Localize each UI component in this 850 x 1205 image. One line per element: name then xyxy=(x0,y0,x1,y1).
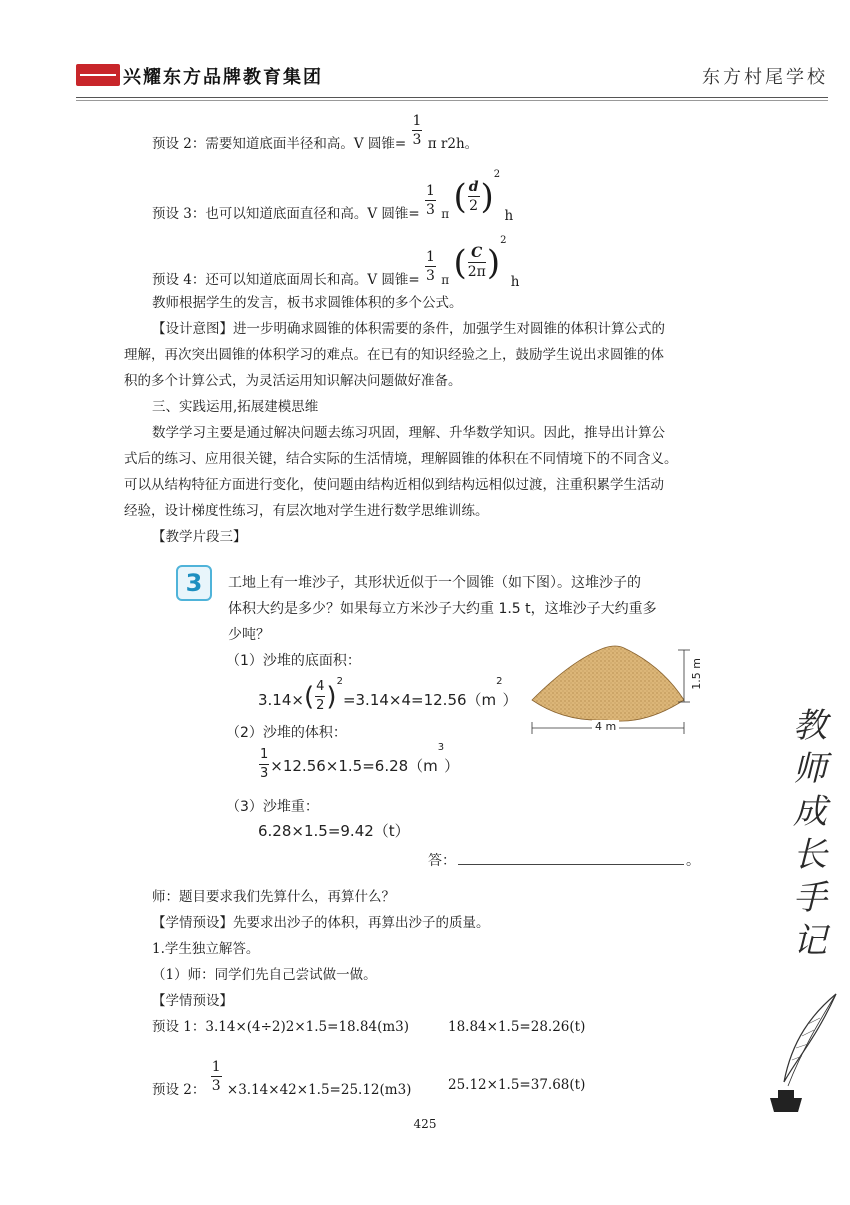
preset-3-line: 预设 3：也可以知道底面直径和高。V 圆锥= $\frac{1}{3}$ π ( $\frac{d}{2}$ )$^2$ h xyxy=(152,169,514,224)
side-char: 成 xyxy=(793,792,827,832)
fraction-one-third: $\frac{1}{3}$ xyxy=(211,1059,221,1094)
preset-2-line xyxy=(152,104,479,152)
school-name: 东方村尾学校 xyxy=(702,67,828,88)
fraction-one-third: $\frac{1}{3}$ xyxy=(426,183,435,218)
question-line-3: 少吨？ xyxy=(228,627,270,643)
preset-2-tail: π r2h。 xyxy=(427,136,479,152)
step-independent: 1.学生独立解答。 xyxy=(152,941,260,957)
side-char: 记 xyxy=(793,921,827,961)
side-char: 手 xyxy=(793,878,827,918)
preset-1-calc: 预设 1：3.14×(4÷2)2×1.5=18.84(m3) xyxy=(152,1019,410,1035)
paragraph-line-1: 数学学习主要是通过解决问题去练习巩固，理解、升华数学知识。因此，推导出计算公 xyxy=(152,425,665,441)
height-label: 1.5 m xyxy=(690,658,703,690)
design-intent-line-2: 理解，再次突出圆锥的体积学习的难点。在已有的知识经验之上，鼓励学生说出求圆锥的体 xyxy=(124,347,664,363)
step-3-label: （3）沙堆重： xyxy=(226,799,319,815)
answer-end: 。 xyxy=(686,853,700,869)
step-2-formula: $\frac{1}{3}$ $\times 12.56\times 1.5=6.28(m^3)$ xyxy=(260,742,460,781)
design-intent-line-3: 积的多个计算公式，为灵活运用知识解决问题做好准备。 xyxy=(124,373,462,389)
side-char: 师 xyxy=(793,749,827,789)
design-intent-line-1: 【设计意图】进一步明确求圆锥的体积需要的条件，加强学生对圆锥的体积计算公式的 xyxy=(152,321,665,337)
inkwell-icon xyxy=(770,1098,802,1112)
fraction-one-third: $\frac{1}{3}$ xyxy=(412,113,422,148)
brand-logo xyxy=(76,64,120,86)
paragraph-line-3: 可以从结构特征方面进行变化，使问题由结构近相似到结构远相似过渡，注重积累学生活动 xyxy=(124,477,664,493)
preset-3-text: 预设 3：也可以知道底面直径和高。V 圆锥= xyxy=(152,206,420,222)
paragraph-line-2: 式后的练习、应用很关键，结合实际的生活情境，理解圆锥的体积在不同情境下的不同含义。 xyxy=(124,451,678,467)
sand-cone-illustration xyxy=(524,640,724,750)
student-preset: 【学情预设】先要求出沙子的体积，再算出沙子的质量。 xyxy=(152,915,490,931)
page-number: 425 xyxy=(413,1117,437,1131)
segment-title: 【教学片段三】 xyxy=(152,529,247,545)
teacher-instruction: （1）师：同学们先自己尝试做一做。 xyxy=(152,967,377,983)
paragraph-line-4: 经验，设计梯度性练习，有层次地对学生进行数学思维训练。 xyxy=(124,503,489,519)
step-2-label: （2）沙堆的体积： xyxy=(226,725,347,741)
preset-2-text: 预设 2：需要知道底面半径和高。V 圆锥= xyxy=(152,136,407,152)
preset-2-result: 25.12×1.5=37.68(t) xyxy=(448,1077,586,1093)
question-line-2: 体积大约是多少？如果每立方米沙子大约重 1.5 t，这堆沙子大约重多 xyxy=(228,601,657,617)
preset-2-calc: 预设 2： $\frac{1}{3}$ ×3.14×42×1.5=25.12(m3) xyxy=(152,1059,412,1098)
fraction-d-over-2: $\frac{d}{2}$ xyxy=(468,179,479,214)
header-divider-secondary xyxy=(76,100,828,101)
student-preset-heading: 【学情预设】 xyxy=(152,993,233,1009)
fraction-one-third: $\frac{1}{3}$ xyxy=(426,249,435,284)
section-heading: 三、实践运用,拓展建模思维 xyxy=(152,399,319,415)
answer-label: 答： xyxy=(428,853,456,869)
header-divider xyxy=(76,97,828,98)
answer-blank xyxy=(458,864,684,865)
side-calligraphy xyxy=(788,705,832,963)
teacher-note: 教师根据学生的发言，板书求圆锥体积的多个公式。 xyxy=(152,295,463,311)
preset-4-text: 预设 4：还可以知道底面周长和高。V 圆锥= xyxy=(152,272,420,288)
question-line-1: 工地上有一堆沙子，其形状近似于一个圆锥（如下图）。这堆沙子的 xyxy=(228,575,641,591)
base-label: 4 m xyxy=(592,720,619,733)
side-char: 教 xyxy=(793,706,827,746)
step-3-formula: 6.28×1.5=9.42（t） xyxy=(258,822,410,840)
preset-4-line: 预设 4：还可以知道底面周长和高。V 圆锥= $\frac{1}{3}$ π ( $\frac{C}{2\pi}$ )$^2$ h xyxy=(152,235,520,290)
quill-icon xyxy=(762,990,842,1120)
step-1-label: （1）沙堆的底面积： xyxy=(226,653,361,669)
step-1-formula: 3.14×( $\frac{4}{2}$ )$^2=3.14\times 4=12.56(m^2)$ xyxy=(258,676,518,713)
problem-number-badge: 3 xyxy=(176,565,212,601)
preset-1-result: 18.84×1.5=28.26(t) xyxy=(448,1019,586,1035)
teacher-question: 师：题目要求我们先算什么，再算什么？ xyxy=(152,889,395,905)
fraction-c-over-2pi: $\frac{C}{2\pi}$ xyxy=(467,245,486,280)
org-name: 兴耀东方品牌教育集团 xyxy=(123,67,323,88)
side-char: 长 xyxy=(793,835,827,875)
